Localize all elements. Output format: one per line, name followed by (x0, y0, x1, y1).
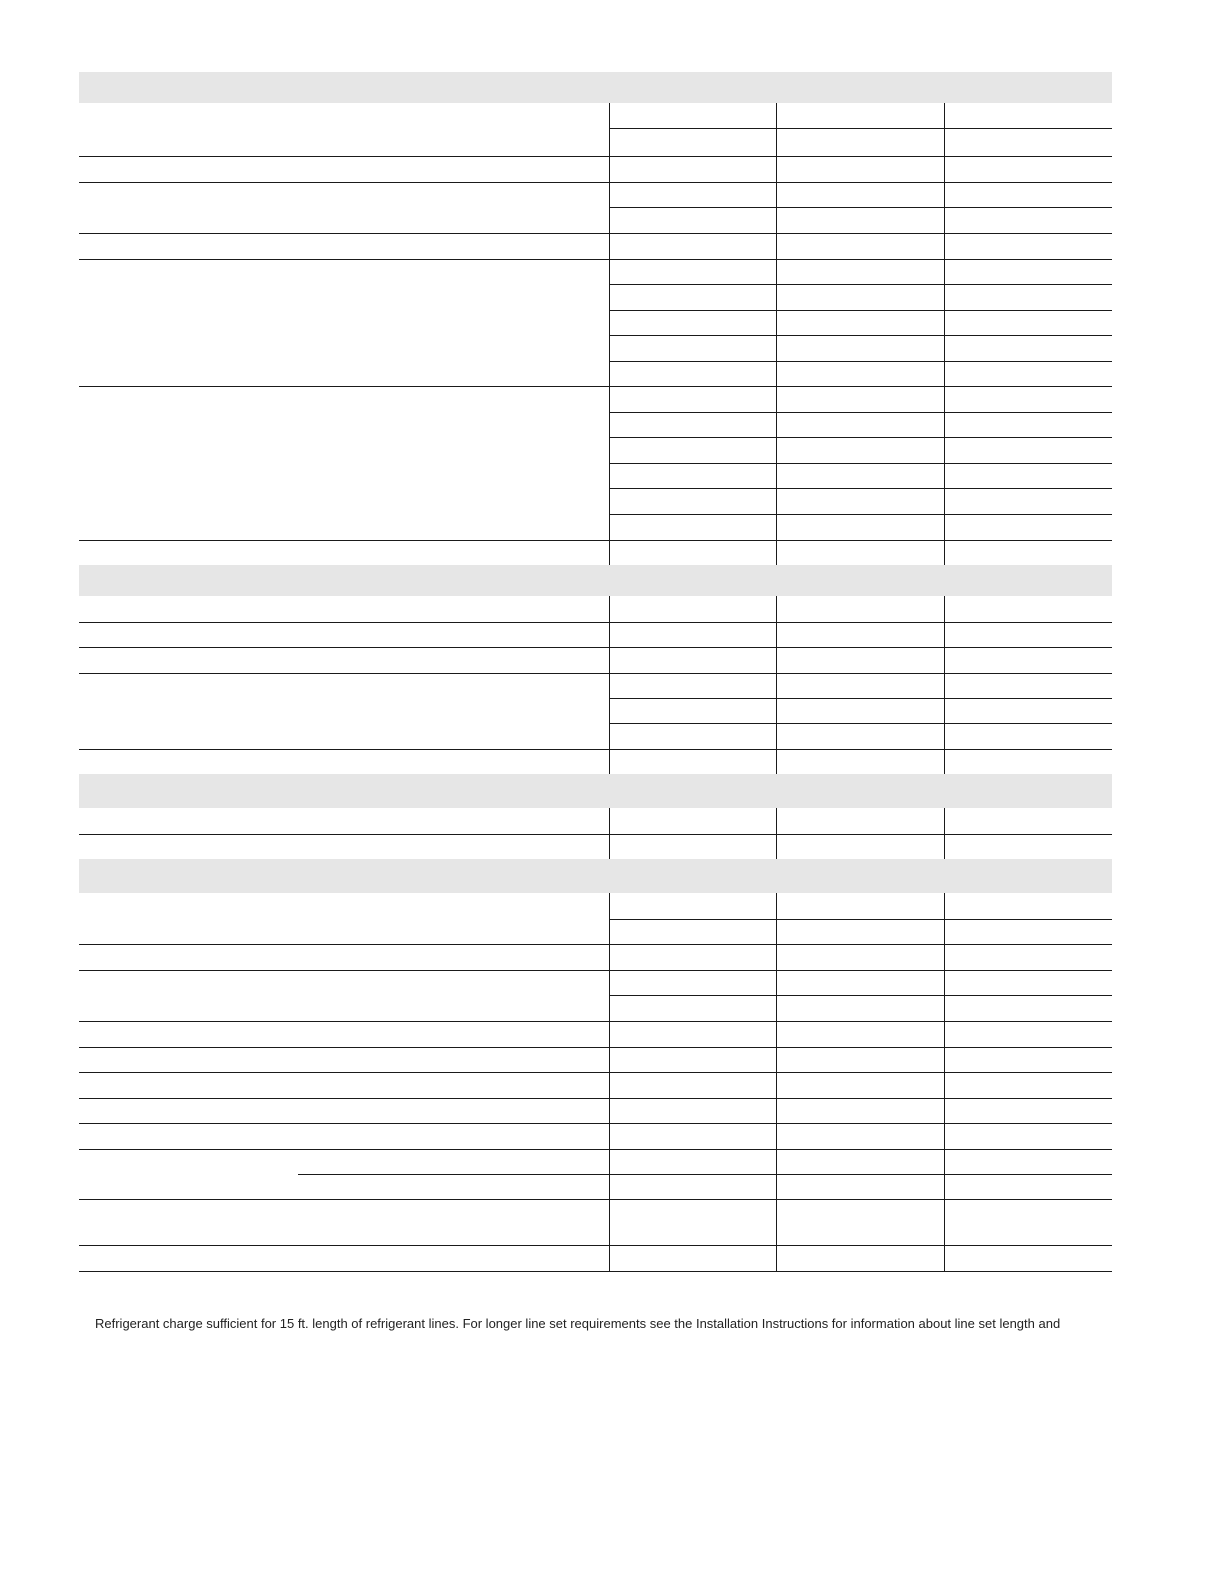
column-rule (776, 103, 777, 565)
row-rule (79, 1149, 1112, 1150)
cell-rule (298, 1174, 1112, 1175)
specifications-table (79, 72, 1112, 1272)
cell-rule (609, 437, 1112, 438)
cell-rule (609, 310, 1112, 311)
row-rule (79, 970, 1112, 971)
row-rule (79, 1245, 1112, 1246)
cell-rule (609, 128, 1112, 129)
row-rule (79, 1123, 1112, 1124)
cell-rule (609, 207, 1112, 208)
row-rule (79, 673, 1112, 674)
column-rule (944, 103, 945, 565)
column-rule (776, 596, 777, 774)
section-header-band (79, 565, 1112, 596)
section-header-band (79, 859, 1112, 893)
cell-rule (609, 488, 1112, 489)
section-header-band (79, 774, 1112, 808)
column-rule (609, 808, 610, 859)
row-rule (79, 1021, 1112, 1022)
cell-rule (609, 514, 1112, 515)
cell-rule (609, 698, 1112, 699)
section-header-band (79, 72, 1112, 103)
column-rule (944, 808, 945, 859)
refrigerant-charge-footnote: Refrigerant charge sufficient for 15 ft. length of refrigerant lines. For longer line set requirements see the Installation Instructions for information about line set length and (95, 1316, 1061, 1331)
cell-rule (609, 919, 1112, 920)
row-rule (79, 647, 1112, 648)
row-rule (79, 1271, 1112, 1272)
row-rule (79, 259, 1112, 260)
row-rule (79, 182, 1112, 183)
row-rule (79, 1199, 1112, 1200)
column-rule (944, 596, 945, 774)
cell-rule (609, 284, 1112, 285)
cell-rule (609, 412, 1112, 413)
cell-rule (609, 361, 1112, 362)
row-rule (79, 386, 1112, 387)
column-rule (609, 103, 610, 565)
column-rule (609, 893, 610, 1272)
column-rule (776, 893, 777, 1272)
column-rule (944, 893, 945, 1272)
cell-rule (609, 463, 1112, 464)
row-rule (79, 156, 1112, 157)
row-rule (79, 1098, 1112, 1099)
column-rule (776, 808, 777, 859)
row-rule (79, 540, 1112, 541)
row-rule (79, 944, 1112, 945)
row-rule (79, 233, 1112, 234)
cell-rule (609, 723, 1112, 724)
row-rule (79, 1047, 1112, 1048)
row-rule (79, 834, 1112, 835)
row-rule (79, 622, 1112, 623)
row-rule (79, 749, 1112, 750)
row-rule (79, 1072, 1112, 1073)
cell-rule (609, 335, 1112, 336)
column-rule (609, 596, 610, 774)
cell-rule (609, 995, 1112, 996)
